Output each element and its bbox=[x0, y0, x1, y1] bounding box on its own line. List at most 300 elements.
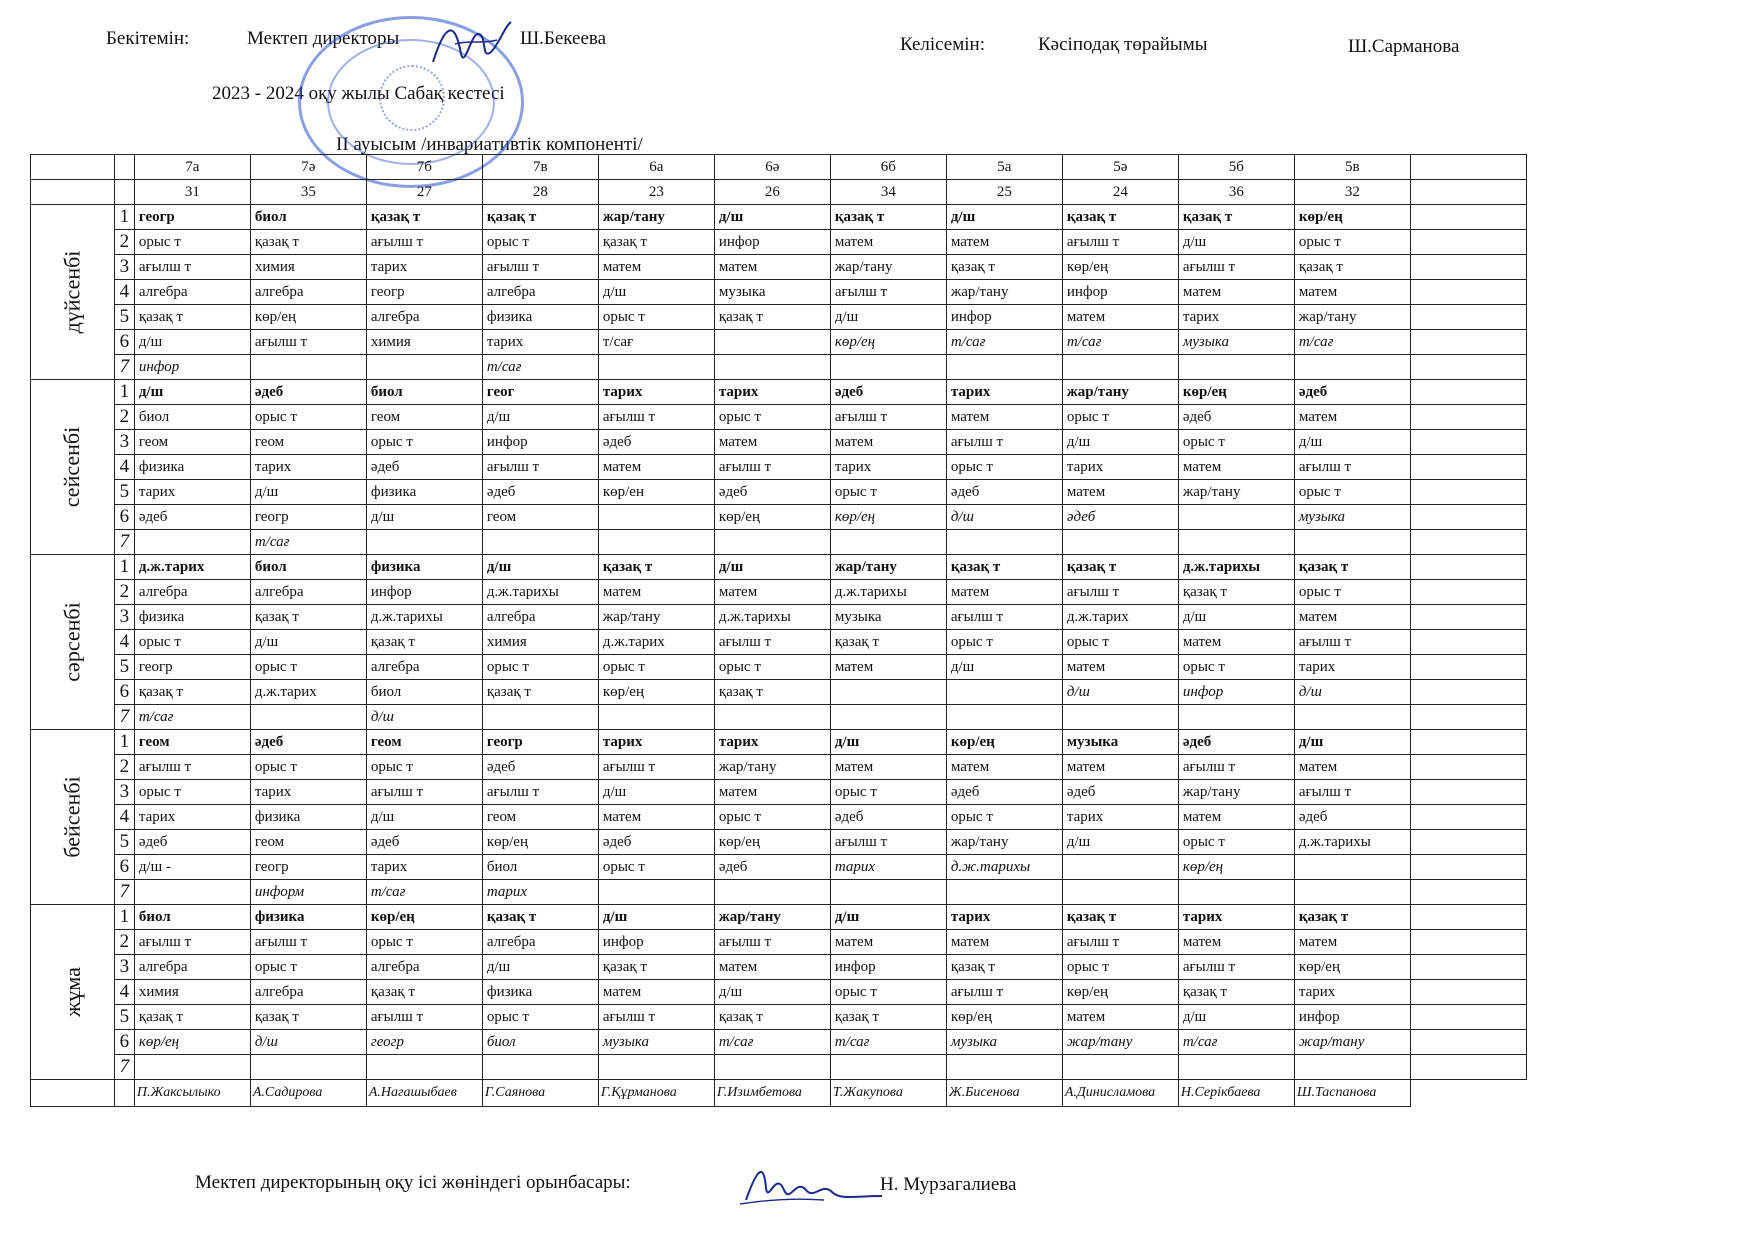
lesson-cell: қазақ т bbox=[830, 1005, 946, 1030]
lesson-cell bbox=[830, 880, 946, 905]
lesson-cell: д/ш bbox=[1294, 430, 1410, 455]
class-label: 7а bbox=[134, 155, 250, 180]
lesson-cell: көр/ең bbox=[250, 305, 366, 330]
lesson-cell: геом bbox=[366, 405, 482, 430]
lesson-cell: қазақ т bbox=[482, 205, 598, 230]
lesson-cell: ағылш т bbox=[250, 930, 366, 955]
lesson-cell bbox=[830, 355, 946, 380]
lesson-row bbox=[31, 1005, 1527, 1030]
lesson-cell: қазақ т bbox=[134, 1005, 250, 1030]
lesson-cell: д/ш bbox=[830, 305, 946, 330]
lesson-cell: химия bbox=[134, 980, 250, 1005]
lesson-cell: алгебра bbox=[482, 930, 598, 955]
class-label: 6ә bbox=[714, 155, 830, 180]
extra-cell bbox=[1410, 680, 1526, 705]
lesson-cell: д/ш bbox=[830, 905, 946, 930]
lesson-number: 4 bbox=[114, 630, 134, 655]
lesson-cell: д/ш bbox=[482, 405, 598, 430]
lesson-row bbox=[31, 855, 1527, 880]
class-label: 6б bbox=[830, 155, 946, 180]
lesson-cell: тарих bbox=[366, 855, 482, 880]
corner-cell bbox=[31, 155, 115, 180]
extra-cell bbox=[1410, 530, 1526, 555]
lesson-cell: матем bbox=[714, 955, 830, 980]
lesson-cell bbox=[1062, 880, 1178, 905]
lesson-cell: әдеб bbox=[1178, 405, 1294, 430]
extra-cell bbox=[1410, 930, 1526, 955]
lesson-cell bbox=[598, 355, 714, 380]
lesson-cell: геогр bbox=[134, 205, 250, 230]
lesson-number: 7 bbox=[114, 705, 134, 730]
lesson-cell: физика bbox=[134, 455, 250, 480]
lesson-cell: ағылш т bbox=[134, 930, 250, 955]
lesson-cell: т/сағ bbox=[830, 1030, 946, 1055]
lesson-row bbox=[31, 1055, 1527, 1080]
lesson-cell: тарих bbox=[598, 730, 714, 755]
lesson-cell: д/ш bbox=[714, 205, 830, 230]
lesson-cell: әдеб bbox=[134, 830, 250, 855]
lesson-cell: орыс т bbox=[134, 780, 250, 805]
deputy-director-title: Мектеп директорының оқу ісі жөніндегі орынбасары: bbox=[195, 1172, 631, 1193]
lesson-cell bbox=[1178, 705, 1294, 730]
lesson-cell: матем bbox=[598, 980, 714, 1005]
extra-cell bbox=[1410, 755, 1526, 780]
lesson-cell: тарих bbox=[946, 905, 1062, 930]
lesson-cell: орыс т bbox=[830, 780, 946, 805]
lesson-row bbox=[31, 380, 1527, 405]
lesson-cell: матем bbox=[598, 455, 714, 480]
lesson-cell: т/сағ bbox=[482, 355, 598, 380]
lesson-cell: әдеб bbox=[1062, 780, 1178, 805]
lesson-cell: музыка bbox=[830, 605, 946, 630]
lesson-cell: орыс т bbox=[1062, 405, 1178, 430]
lesson-row bbox=[31, 280, 1527, 305]
lesson-number: 1 bbox=[114, 730, 134, 755]
extra-cell bbox=[1410, 855, 1526, 880]
lesson-cell: жар/тану bbox=[1062, 380, 1178, 405]
lesson-cell: ағылш т bbox=[830, 280, 946, 305]
lesson-cell: әдеб bbox=[1294, 805, 1410, 830]
lesson-row bbox=[31, 980, 1527, 1005]
lesson-cell: матем bbox=[1178, 930, 1294, 955]
lesson-cell bbox=[946, 1055, 1062, 1080]
lesson-cell: матем bbox=[1178, 280, 1294, 305]
lesson-cell: биол bbox=[366, 380, 482, 405]
lesson-cell bbox=[946, 705, 1062, 730]
lesson-cell: орыс т bbox=[482, 1005, 598, 1030]
lesson-cell: матем bbox=[714, 580, 830, 605]
lesson-number: 1 bbox=[114, 380, 134, 405]
lesson-cell bbox=[1062, 1055, 1178, 1080]
lesson-cell: әдеб bbox=[946, 780, 1062, 805]
lesson-cell: орыс т bbox=[1178, 655, 1294, 680]
lesson-cell: д/ш bbox=[1178, 1005, 1294, 1030]
lesson-row bbox=[31, 230, 1527, 255]
lesson-cell: д/ш bbox=[1294, 730, 1410, 755]
lesson-cell: д.ж.тарихы bbox=[482, 580, 598, 605]
lesson-cell bbox=[714, 1055, 830, 1080]
lesson-cell: физика bbox=[134, 605, 250, 630]
lesson-cell: ағылш т bbox=[714, 930, 830, 955]
lesson-cell bbox=[1294, 355, 1410, 380]
extra-cell bbox=[1410, 155, 1526, 180]
lesson-cell: д/ш bbox=[1178, 230, 1294, 255]
lesson-cell: жар/тану bbox=[946, 280, 1062, 305]
lesson-number: 3 bbox=[114, 605, 134, 630]
extra-cell bbox=[1410, 430, 1526, 455]
extra-cell bbox=[1410, 405, 1526, 430]
lesson-cell bbox=[1178, 530, 1294, 555]
lesson-cell: алгебра bbox=[250, 980, 366, 1005]
lesson-cell: т/сағ bbox=[1178, 1030, 1294, 1055]
lesson-cell bbox=[1294, 880, 1410, 905]
lesson-cell: орыс т bbox=[1178, 430, 1294, 455]
lesson-cell: д/ш bbox=[250, 480, 366, 505]
lesson-cell: матем bbox=[946, 230, 1062, 255]
lesson-cell: әдеб bbox=[714, 480, 830, 505]
lesson-number: 2 bbox=[114, 930, 134, 955]
lesson-cell: д/ш bbox=[482, 555, 598, 580]
lesson-number: 7 bbox=[114, 880, 134, 905]
lesson-number: 5 bbox=[114, 305, 134, 330]
lesson-cell bbox=[1178, 355, 1294, 380]
lesson-cell: матем bbox=[714, 430, 830, 455]
lesson-cell: тарих bbox=[830, 855, 946, 880]
lesson-cell: алгебра bbox=[366, 305, 482, 330]
lesson-cell: т/сағ bbox=[250, 530, 366, 555]
lesson-cell: ағылш т bbox=[1178, 955, 1294, 980]
lesson-cell: физика bbox=[366, 555, 482, 580]
lesson-cell: матем bbox=[1294, 930, 1410, 955]
lesson-cell: жар/тану bbox=[1062, 1030, 1178, 1055]
lesson-cell: матем bbox=[598, 805, 714, 830]
class-teacher: Г.Изимбетова bbox=[714, 1080, 830, 1107]
lesson-cell: қазақ т bbox=[1178, 980, 1294, 1005]
lesson-cell: физика bbox=[250, 905, 366, 930]
deputy-director-name: Н. Мурзагалиева bbox=[880, 1174, 1017, 1195]
day-cell bbox=[31, 730, 115, 905]
lesson-cell: т/сағ bbox=[366, 880, 482, 905]
deputy-signature bbox=[736, 1160, 886, 1212]
schedule-subtitle: ІІ ауысым /инвариативтік компоненті/ bbox=[336, 134, 643, 155]
lesson-cell: химия bbox=[250, 255, 366, 280]
lesson-cell: тарих bbox=[134, 480, 250, 505]
union-chair-title: Кәсіподақ төрайымы bbox=[1038, 34, 1208, 55]
lesson-cell: геом bbox=[366, 730, 482, 755]
lesson-cell: матем bbox=[714, 780, 830, 805]
lesson-row bbox=[31, 405, 1527, 430]
lesson-row bbox=[31, 655, 1527, 680]
lesson-cell: ағылш т bbox=[482, 780, 598, 805]
lesson-cell: инфор bbox=[134, 355, 250, 380]
lesson-cell: орыс т bbox=[366, 930, 482, 955]
lesson-row bbox=[31, 480, 1527, 505]
lesson-cell: д/ш - bbox=[134, 855, 250, 880]
lesson-cell: т/сағ bbox=[714, 1030, 830, 1055]
corner-cell bbox=[114, 155, 134, 180]
lesson-cell: көр/ең bbox=[1062, 980, 1178, 1005]
lesson-cell: әдеб bbox=[482, 755, 598, 780]
lesson-cell: ағылш т bbox=[946, 430, 1062, 455]
lesson-cell: қазақ т bbox=[946, 555, 1062, 580]
lesson-cell: қазақ т bbox=[1178, 580, 1294, 605]
director-title: Мектеп директоры bbox=[247, 28, 400, 49]
extra-cell bbox=[1410, 630, 1526, 655]
lesson-cell: тарих bbox=[250, 780, 366, 805]
lesson-cell: жар/тану bbox=[1178, 780, 1294, 805]
lesson-cell: биол bbox=[482, 1030, 598, 1055]
lesson-cell: геогр bbox=[366, 1030, 482, 1055]
lesson-row bbox=[31, 330, 1527, 355]
lesson-row bbox=[31, 580, 1527, 605]
lesson-cell bbox=[830, 530, 946, 555]
lesson-cell: геогр bbox=[250, 505, 366, 530]
lesson-cell: д/ш bbox=[134, 330, 250, 355]
lesson-cell: орыс т bbox=[714, 405, 830, 430]
lesson-cell: матем bbox=[1294, 605, 1410, 630]
lesson-number: 5 bbox=[114, 1005, 134, 1030]
lesson-cell: матем bbox=[946, 405, 1062, 430]
lesson-cell: д/ш bbox=[830, 730, 946, 755]
lesson-row bbox=[31, 255, 1527, 280]
lesson-cell: геом bbox=[134, 430, 250, 455]
room-number: 32 bbox=[1294, 180, 1410, 205]
lesson-cell: қазақ т bbox=[598, 955, 714, 980]
lesson-cell: қазақ т bbox=[714, 680, 830, 705]
class-teacher: А.Нагашыбаев bbox=[366, 1080, 482, 1107]
lesson-row bbox=[31, 730, 1527, 755]
lesson-cell: биол bbox=[134, 905, 250, 930]
lesson-cell: ағылш т bbox=[946, 980, 1062, 1005]
extra-cell bbox=[1410, 180, 1526, 205]
lesson-cell bbox=[134, 880, 250, 905]
lesson-cell: көр/ең bbox=[946, 1005, 1062, 1030]
lesson-row bbox=[31, 680, 1527, 705]
lesson-cell: биол bbox=[482, 855, 598, 880]
lesson-row bbox=[31, 555, 1527, 580]
lesson-number: 3 bbox=[114, 255, 134, 280]
lesson-cell: орыс т bbox=[830, 980, 946, 1005]
lesson-number: 4 bbox=[114, 280, 134, 305]
lesson-cell: физика bbox=[366, 480, 482, 505]
lesson-cell: геогр bbox=[482, 730, 598, 755]
lesson-cell bbox=[1178, 1055, 1294, 1080]
lesson-cell bbox=[1294, 855, 1410, 880]
lesson-cell: д/ш bbox=[714, 980, 830, 1005]
lesson-cell: д/ш bbox=[598, 780, 714, 805]
lesson-cell: жар/тану bbox=[946, 830, 1062, 855]
lesson-cell: ағылш т bbox=[366, 230, 482, 255]
extra-cell bbox=[1410, 255, 1526, 280]
lesson-cell: д/ш bbox=[366, 505, 482, 530]
corner-cell bbox=[114, 180, 134, 205]
room-number: 35 bbox=[250, 180, 366, 205]
class-teacher: Ш.Таспанова bbox=[1294, 1080, 1410, 1107]
lesson-cell: орыс т bbox=[366, 755, 482, 780]
lesson-row bbox=[31, 880, 1527, 905]
lesson-cell: әдеб bbox=[598, 430, 714, 455]
lesson-row bbox=[31, 355, 1527, 380]
lesson-cell: орыс т bbox=[1294, 480, 1410, 505]
lesson-row bbox=[31, 830, 1527, 855]
lesson-cell: инфор bbox=[946, 305, 1062, 330]
lesson-cell bbox=[598, 880, 714, 905]
lesson-cell: матем bbox=[598, 580, 714, 605]
lesson-cell: д.ж.тарихы bbox=[1294, 830, 1410, 855]
lesson-cell: ағылш т bbox=[1294, 780, 1410, 805]
lesson-cell: әдеб bbox=[482, 480, 598, 505]
lesson-cell: алгебра bbox=[134, 955, 250, 980]
class-label: 5б bbox=[1178, 155, 1294, 180]
lesson-cell: ағылш т bbox=[482, 455, 598, 480]
lesson-cell: қазақ т bbox=[714, 305, 830, 330]
lesson-cell: тарих bbox=[250, 455, 366, 480]
lesson-cell: алгебра bbox=[482, 280, 598, 305]
lesson-cell: қазақ т bbox=[366, 630, 482, 655]
room-number: 27 bbox=[366, 180, 482, 205]
lesson-cell: қазақ т bbox=[482, 905, 598, 930]
lesson-cell: орыс т bbox=[946, 455, 1062, 480]
lesson-cell: матем bbox=[1062, 655, 1178, 680]
lesson-cell: музыка bbox=[714, 280, 830, 305]
lesson-cell: орыс т bbox=[482, 230, 598, 255]
corner-cell bbox=[114, 1080, 134, 1107]
extra-cell bbox=[1410, 230, 1526, 255]
lesson-cell: тарих bbox=[946, 380, 1062, 405]
lesson-number: 3 bbox=[114, 780, 134, 805]
lesson-number: 5 bbox=[114, 480, 134, 505]
lesson-cell: информ bbox=[250, 880, 366, 905]
lesson-cell bbox=[714, 705, 830, 730]
lesson-cell: орыс т bbox=[830, 480, 946, 505]
lesson-cell bbox=[250, 1055, 366, 1080]
lesson-cell: көр/ең bbox=[714, 505, 830, 530]
approve-label: Бекітемін: bbox=[106, 28, 190, 49]
lesson-number: 7 bbox=[114, 1055, 134, 1080]
lesson-number: 2 bbox=[114, 405, 134, 430]
lesson-cell: д.ж.тарих bbox=[598, 630, 714, 655]
lesson-cell: инфор bbox=[366, 580, 482, 605]
lesson-cell: көр/ең bbox=[714, 830, 830, 855]
lesson-cell: д.ж.тарих bbox=[1062, 605, 1178, 630]
lesson-cell: көр/ең bbox=[134, 1030, 250, 1055]
lesson-cell: физика bbox=[482, 980, 598, 1005]
lesson-cell: матем bbox=[1062, 305, 1178, 330]
lesson-cell: қазақ т bbox=[366, 980, 482, 1005]
director-signature bbox=[425, 14, 515, 74]
lesson-cell: д/ш bbox=[946, 205, 1062, 230]
class-teacher: Г.Құрманова bbox=[598, 1080, 714, 1107]
lesson-cell: әдеб bbox=[830, 805, 946, 830]
lesson-cell: матем bbox=[714, 255, 830, 280]
extra-cell bbox=[1410, 1030, 1526, 1055]
lesson-cell: әдеб bbox=[714, 855, 830, 880]
class-label: 5а bbox=[946, 155, 1062, 180]
lesson-cell bbox=[1062, 530, 1178, 555]
lesson-cell: химия bbox=[482, 630, 598, 655]
lesson-cell: матем bbox=[1294, 755, 1410, 780]
lesson-cell: матем bbox=[598, 255, 714, 280]
lesson-cell bbox=[250, 705, 366, 730]
lesson-cell: геогр bbox=[250, 855, 366, 880]
lesson-cell: биол bbox=[250, 555, 366, 580]
lesson-cell: инфор bbox=[1294, 1005, 1410, 1030]
lesson-cell: көр/ен bbox=[598, 480, 714, 505]
class-teacher: Т.Жакупова bbox=[830, 1080, 946, 1107]
lesson-cell: әдеб bbox=[598, 830, 714, 855]
lesson-cell: алгебра bbox=[134, 280, 250, 305]
lesson-cell: әдеб bbox=[366, 455, 482, 480]
lesson-cell: әдеб bbox=[946, 480, 1062, 505]
lesson-cell: қазақ т bbox=[714, 1005, 830, 1030]
lesson-number: 1 bbox=[114, 905, 134, 930]
schedule-table bbox=[30, 154, 1527, 1107]
class-teacher: Ж.Бисенова bbox=[946, 1080, 1062, 1107]
lesson-cell: д/ш bbox=[366, 805, 482, 830]
lesson-cell: орыс т bbox=[366, 430, 482, 455]
class-label: 7б bbox=[366, 155, 482, 180]
lesson-cell: орыс т bbox=[250, 655, 366, 680]
lesson-cell: орыс т bbox=[714, 805, 830, 830]
lesson-cell: ағылш т bbox=[250, 330, 366, 355]
lesson-cell bbox=[598, 705, 714, 730]
lesson-cell: д/ш bbox=[250, 630, 366, 655]
lesson-cell: ағылш т bbox=[714, 630, 830, 655]
extra-cell bbox=[1410, 605, 1526, 630]
lesson-cell: д/ш bbox=[1062, 430, 1178, 455]
class-teacher: Г.Саянова bbox=[482, 1080, 598, 1107]
lesson-cell: матем bbox=[1062, 480, 1178, 505]
lesson-cell: физика bbox=[482, 305, 598, 330]
lesson-cell bbox=[482, 1055, 598, 1080]
lesson-cell bbox=[946, 530, 1062, 555]
lesson-cell: жар/тану bbox=[714, 905, 830, 930]
lesson-cell: орыс т bbox=[1294, 230, 1410, 255]
lesson-number: 1 bbox=[114, 555, 134, 580]
class-label: 5в bbox=[1294, 155, 1410, 180]
lesson-cell: қазақ т bbox=[1294, 905, 1410, 930]
lesson-cell: жар/тану bbox=[598, 205, 714, 230]
lesson-cell bbox=[1294, 530, 1410, 555]
lesson-cell: жар/тану bbox=[830, 255, 946, 280]
lesson-row bbox=[31, 430, 1527, 455]
lesson-cell: орыс т bbox=[1294, 580, 1410, 605]
room-row bbox=[31, 180, 1527, 205]
lesson-cell: орыс т bbox=[134, 230, 250, 255]
lesson-cell: т/сағ bbox=[134, 705, 250, 730]
lesson-cell: матем bbox=[830, 930, 946, 955]
room-number: 34 bbox=[830, 180, 946, 205]
lesson-cell bbox=[830, 1055, 946, 1080]
lesson-cell bbox=[946, 680, 1062, 705]
day-label: сейсенбі bbox=[59, 426, 85, 508]
class-teacher: А.Динисламова bbox=[1062, 1080, 1178, 1107]
lesson-cell: орыс т bbox=[482, 655, 598, 680]
lesson-cell: қазақ т bbox=[946, 955, 1062, 980]
lesson-cell: музыка bbox=[1294, 505, 1410, 530]
lesson-cell: д.ж.тарихы bbox=[714, 605, 830, 630]
extra-cell bbox=[1410, 1005, 1526, 1030]
lesson-cell: ағылш т bbox=[714, 455, 830, 480]
extra-cell bbox=[1410, 830, 1526, 855]
lesson-cell: тарих bbox=[1178, 905, 1294, 930]
lesson-cell: әдеб bbox=[1062, 505, 1178, 530]
extra-cell bbox=[1410, 655, 1526, 680]
corner-cell bbox=[31, 180, 115, 205]
lesson-row bbox=[31, 930, 1527, 955]
extra-cell bbox=[1410, 555, 1526, 580]
lesson-cell: көр/ең bbox=[482, 830, 598, 855]
